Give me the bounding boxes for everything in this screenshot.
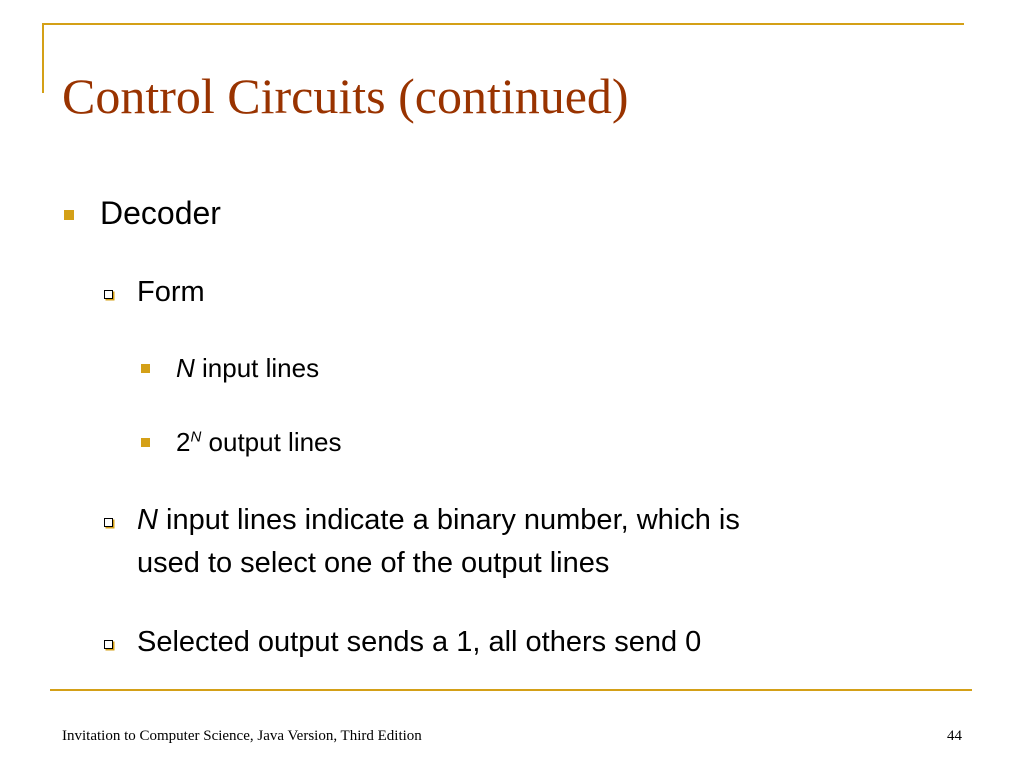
slide-title: Control Circuits (continued)	[62, 68, 629, 124]
bullet-decoder	[64, 194, 221, 232]
square-bullet-icon	[64, 210, 74, 220]
bullet-output-lines-text	[176, 425, 342, 459]
left-frame-rule	[42, 23, 44, 93]
footer-rule	[50, 689, 972, 691]
bullet-binary-number-text	[137, 499, 740, 585]
footer-source: Invitation to Computer Science, Java Version, Third Edition	[62, 728, 422, 744]
bullet-form	[104, 271, 205, 314]
bullet-input-lines	[141, 351, 319, 385]
power-exponent: N	[190, 428, 202, 446]
hollow-square-bullet-icon	[104, 518, 113, 527]
power-base: 2	[176, 427, 191, 457]
square-bullet-icon	[141, 364, 150, 373]
variable-n: N	[137, 504, 158, 536]
page-number: 44	[947, 728, 962, 744]
hollow-square-bullet-icon	[104, 640, 113, 649]
input-lines-label: input lines	[194, 353, 320, 383]
binary-line-2: used to select one of the output lines	[137, 547, 610, 579]
output-lines-label: output lines	[201, 427, 342, 457]
bullet-input-lines-text	[176, 351, 319, 385]
bullet-selected-output	[104, 621, 701, 664]
hollow-square-bullet-icon	[104, 290, 113, 299]
top-frame-rule	[42, 23, 964, 25]
bullet-binary-number	[104, 499, 740, 585]
bullet-selected-output-text: Selected output sends a 1, all others send 0	[137, 626, 702, 658]
bullet-form-text: Form	[137, 276, 205, 308]
variable-n: N	[176, 353, 195, 383]
binary-line-1-text: input lines indicate a binary number, which is	[157, 504, 740, 536]
binary-line-1	[137, 499, 740, 542]
bullet-output-lines	[141, 425, 342, 459]
square-bullet-icon	[141, 438, 150, 447]
bullet-decoder-text: Decoder	[100, 195, 221, 231]
